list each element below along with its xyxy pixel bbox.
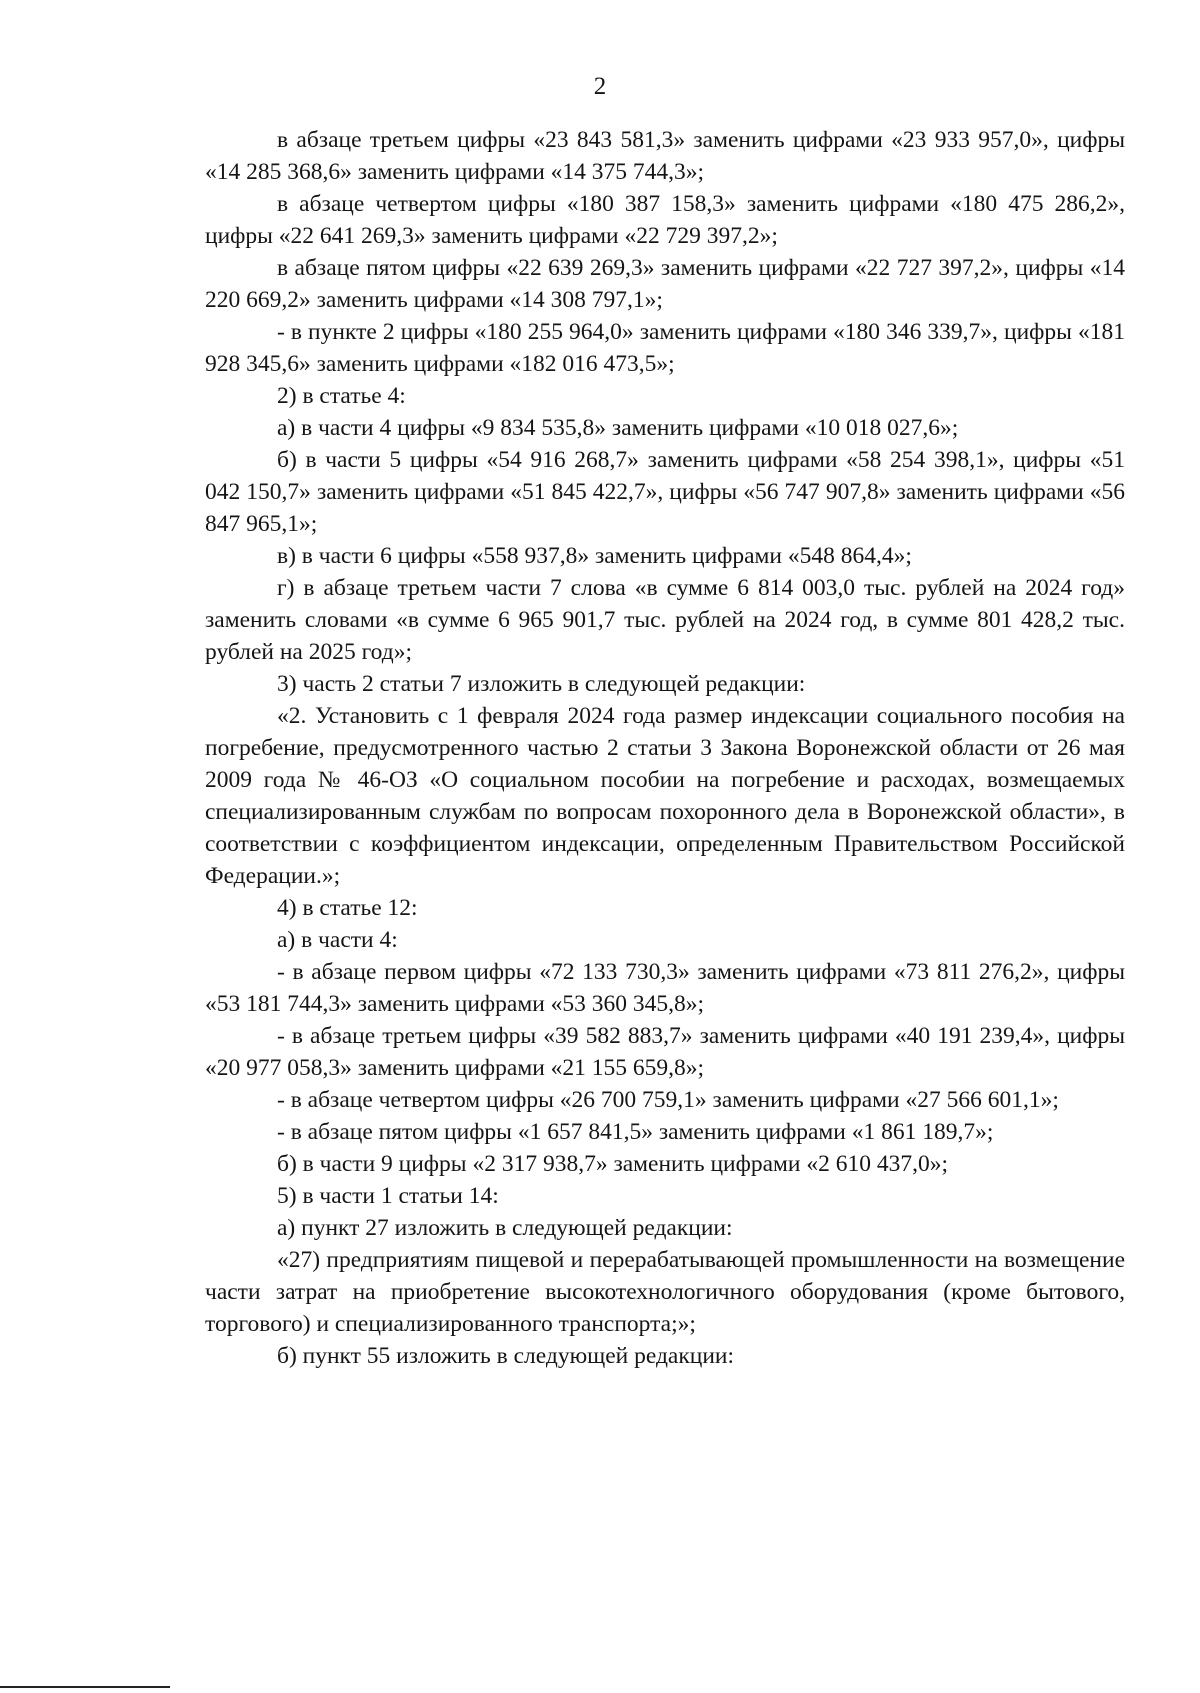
paragraph-18: б) в части 9 цифры «2 317 938,7» заменить цифрами «2 610 437,0»;: [277, 1151, 949, 1177]
paragraph-3: в абзаце пятом цифры «22 639 269,3» заменить цифрами «22 727 397,2», цифры «14 220 669,2» заменить цифрами «14 308 797,1»;: [205, 255, 1125, 313]
paragraph-21: «27) предприятиям пищевой и перерабатывающей промышленности на возмещение части затрат на приобретение высокотехнологичного оборудования (кроме бытового, торгового) и специализированного транспорта;»;: [205, 1247, 1125, 1337]
paragraph-5: 2) в статье 4:: [277, 383, 406, 409]
paragraph-4: - в пункте 2 цифры «180 255 964,0» заменить цифрами «180 346 339,7», цифры «181 928 345,6» заменить цифрами «182 016 473,5»;: [205, 319, 1125, 377]
footer-rule: [0, 1686, 170, 1688]
paragraph-2: в абзаце четвертом цифры «180 387 158,3» заменить цифрами «180 475 286,2», цифры «22 641 269,3» заменить цифрами «22 729 397,2»;: [205, 191, 1125, 249]
paragraph-16: - в абзаце четвертом цифры «26 700 759,1» заменить цифрами «27 566 601,1»;: [277, 1087, 1059, 1113]
paragraph-22: б) пункт 55 изложить в следующей редакции:: [277, 1343, 735, 1369]
paragraph-17: - в абзаце пятом цифры «1 657 841,5» заменить цифрами «1 861 189,7»;: [277, 1119, 994, 1145]
document-body: [205, 124, 1125, 1372]
page-number: 2: [593, 73, 607, 100]
paragraph-8: в) в части 6 цифры «558 937,8» заменить цифрами «548 864,4»;: [277, 543, 912, 569]
paragraph-11: «2. Установить с 1 февраля 2024 года размер индексации социального пособия на погребение, предусмотренного частью 2 статьи 3 Закона Воронежской области от 26 мая 2009 года № 46-ОЗ «О социальном пособии на погребение и расходах, возмещаемых специализированным службам по вопросам похоронного дела в Воронежской области», в соответствии с коэффициентом индексации, определенным Правительством Российской Федерации.»;: [205, 703, 1125, 889]
paragraph-9: г) в абзаце третьем части 7 слова «в сумме 6 814 003,0 тыс. рублей на 2024 год» заменить словами «в сумме 6 965 901,7 тыс. рублей на 2024 год, в сумме 801 428,2 тыс. рублей на 2025 год»;: [205, 575, 1125, 665]
paragraph-6: а) в части 4 цифры «9 834 535,8» заменить цифрами «10 018 027,6»;: [277, 415, 959, 441]
paragraph-1: в абзаце третьем цифры «23 843 581,3» заменить цифрами «23 933 957,0», цифры «14 285 368,6» заменить цифрами «14 375 744,3»;: [205, 127, 1125, 185]
paragraph-13: а) в части 4:: [277, 927, 398, 953]
paragraph-10: 3) часть 2 статьи 7 изложить в следующей редакции:: [277, 671, 806, 697]
paragraph-12: 4) в статье 12:: [277, 895, 418, 921]
paragraph-15: - в абзаце третьем цифры «39 582 883,7» заменить цифрами «40 191 239,4», цифры «20 977 058,3» заменить цифрами «21 155 659,8»;: [205, 1023, 1125, 1081]
paragraph-20: а) пункт 27 изложить в следующей редакции:: [277, 1215, 733, 1241]
paragraph-19: 5) в части 1 статьи 14:: [277, 1183, 499, 1209]
paragraph-14: - в абзаце первом цифры «72 133 730,3» заменить цифрами «73 811 276,2», цифры «53 181 744,3» заменить цифрами «53 360 345,8»;: [205, 959, 1125, 1017]
paragraph-7: б) в части 5 цифры «54 916 268,7» заменить цифрами «58 254 398,1», цифры «51 042 150,7» заменить цифрами «51 845 422,7», цифры «56 747 907,8» заменить цифрами «56 847 965,1»;: [205, 447, 1125, 537]
